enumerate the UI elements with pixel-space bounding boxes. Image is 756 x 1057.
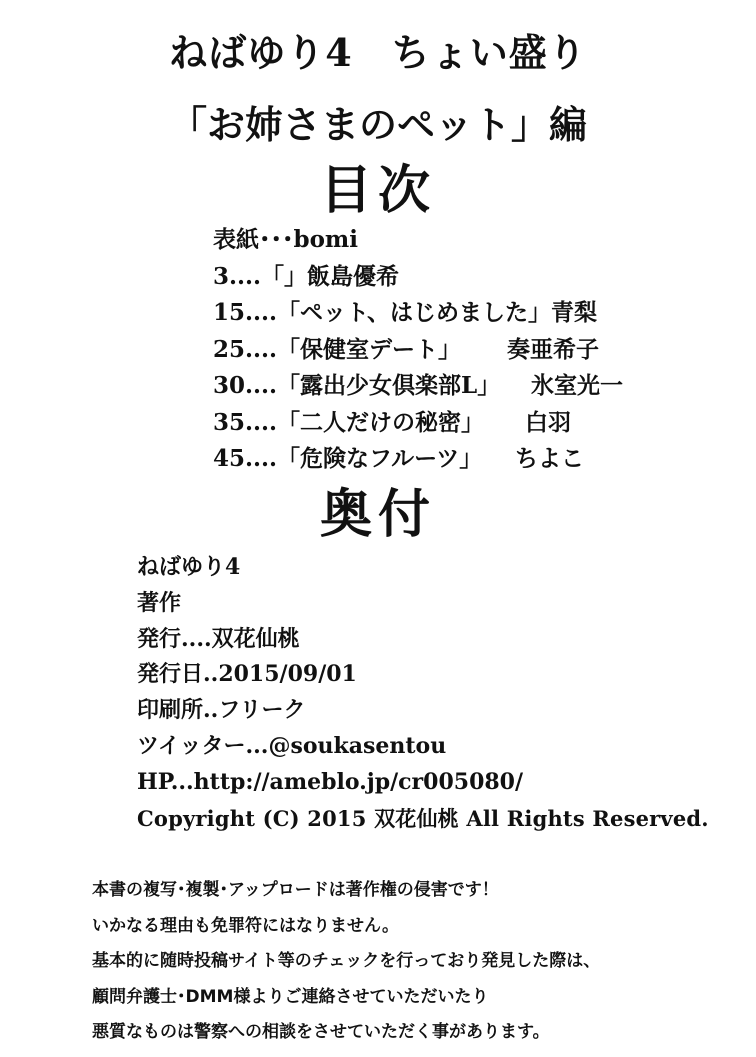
colophon-publisher: 発行....双花仙桃 [137,625,300,652]
toc-item-p15 [213,295,733,332]
colophon-homepage: HP...http://ameblo.jp/cr005080/ [137,768,524,795]
toc-heading: 目次 [319,160,436,221]
toc-item-label: 表紙･･･bomi [213,226,358,253]
toc-item-author: ちよこ [515,445,584,472]
toc-item-label: 30....「露出少女倶楽部L」 [213,372,501,399]
colophon-list [137,550,737,836]
toc-item-p25 [213,332,733,369]
toc-item-author: 氷室光一 [531,372,623,399]
notice-line: 基本的に随時投稿サイト等のチェックを行っており発見した際は、 [92,951,601,971]
toc-item-p30 [213,368,733,405]
toc-item-author: 奏亜希子 [507,335,599,363]
colophon-printer: 印刷所..フリーク [137,697,306,724]
toc-item-cover [213,222,733,259]
colophon-twitter: ツイッター...@soukasentou [137,732,447,759]
colophon-author: 著作 [137,589,182,616]
toc-item-p3 [213,259,733,296]
copyright-notice [92,873,732,1051]
colophon-book-name: ねばゆり4 [137,554,241,580]
book-subtitle: 「お姉さまのペット」編 [168,102,587,147]
notice-line: 本書の複写･複製･アップロードは著作権の侵害です！ [92,880,499,900]
notice-line: 悪質なものは警察への相談をさせていただく事があります。 [92,1022,550,1042]
notice-line: 顧問弁護士･DMM様よりご連絡させていただいたり [92,986,489,1007]
book-title: ねばゆり4 ちょい盛り [169,30,587,75]
toc-item-label: 3....「」飯島優希 [213,262,400,290]
notice-line: いかなる理由も免罪符にはなりません。 [92,915,400,936]
toc-item-p35 [213,405,733,442]
toc-item-label: 15....「ペット、はじめました」青梨 [213,299,597,326]
toc-item-label: 35....「二人だけの秘密」 [213,408,485,436]
toc-item-label: 45....「危険なフルーツ」 [213,445,483,472]
colophon-heading: 奥付 [319,484,436,545]
toc-item-author: 白羽 [525,408,571,436]
toc-item-label: 25....「保健室デート」 [213,335,462,363]
colophon-publish-date: 発行日..2015/09/01 [137,661,357,688]
toc-list [213,222,733,478]
colophon-copyright: Copyright (C) 2015 双花仙桃 All Rights Reserved. [137,805,709,831]
